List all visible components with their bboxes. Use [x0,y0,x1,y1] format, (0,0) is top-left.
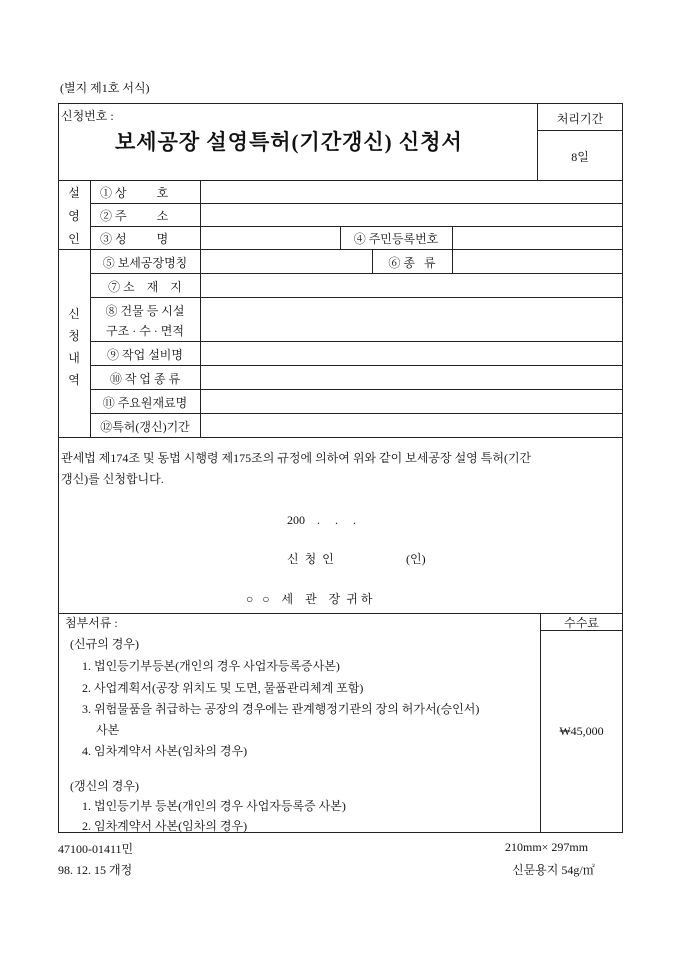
renewal-case-item: 1. 법인등기부 등본(개인의 경우 사업자등록증 사본) [82,799,346,813]
application-section-label: 청 [68,329,80,343]
new-case-label: (신규의 경우) [70,637,139,651]
divider [58,437,623,438]
type-field[interactable] [453,250,622,273]
attachments-label: 첨부서류 : [65,616,118,630]
applicant-section-label: 영 [68,209,80,223]
new-case-item: 사본 [96,723,120,737]
building-field[interactable] [201,298,622,341]
applicant-signature-label: 신 청 인 [287,552,334,566]
revision-date: 98. 12. 15 개정 [58,863,133,877]
application-section-label: 역 [68,373,80,387]
location-field[interactable] [201,274,622,297]
application-section-label: 내 [68,351,80,365]
fee-value: ₩45,000 [559,724,604,738]
equipment-field[interactable] [201,342,622,365]
applicant-section-label: 인 [68,232,80,246]
new-case-item: 1. 법인등기부등본(개인의 경우 사업자등록증사본) [82,659,340,673]
seal-label: (인) [406,552,426,566]
trade-name-field[interactable] [201,181,622,203]
new-case-item: 4. 임차계약서 사본(임차의 경우) [82,744,248,758]
address-field[interactable] [201,204,622,226]
period-label: ⑫특허(갱신)기간 [100,420,190,434]
building-label-line1: ⑧ 건물 등 시설 [105,304,185,318]
resident-number-field[interactable] [453,227,622,249]
equipment-label: ⑨ 작업 설비명 [107,348,183,362]
work-type-field[interactable] [201,366,622,389]
processing-period-label: 처리기간 [556,112,604,126]
form-label: (별지 제1호 서식) [60,81,150,95]
raw-materials-label: ⑪ 주요원재료명 [102,396,188,410]
fee-label: 수수료 [564,616,599,630]
processing-period-value: 8일 [571,150,589,164]
renewal-case-label: (갱신의 경우) [70,779,139,793]
applicant-section-label: 설 [68,186,80,200]
name-label: ③ 성 명 [100,232,169,246]
recipient-line: ○ ○ 세 관 장 귀 하 [246,592,373,606]
name-field[interactable] [201,227,340,249]
application-section-label: 신 [68,307,80,321]
paper-size: 210mm× 297mm [505,840,589,854]
statement-text-line1: 관세법 제174조 및 동법 시행령 제175조의 규정에 의하여 위와 같이 보세공장 설영 특허(기간 [61,451,532,465]
paper-type: 신문용지 54g/㎡ [512,863,595,877]
divider [58,613,623,614]
factory-name-label: ⑤ 보세공장명칭 [102,256,188,270]
work-type-label: ⑩ 작 업 종 류 [109,372,181,386]
new-case-item: 3. 위험물품을 취급하는 공장의 경우에는 관계행정기관의 장의 허가서(승인서) [82,702,480,716]
period-field[interactable] [201,414,622,437]
raw-materials-field[interactable] [201,390,622,413]
application-number-field[interactable] [130,105,530,123]
statement-text-line2: 갱신)를 신청합니다. [61,472,164,486]
factory-name-field[interactable] [201,250,372,273]
building-label-line2: 구조 · 수 · 면적 [106,324,184,338]
renewal-case-item: 2. 임차계약서 사본(임차의 경우) [82,819,248,833]
form-code: 47100-01411민 [58,842,134,856]
page-title: 보세공장 설영특허(기간갱신) 신청서 [115,130,463,154]
new-case-item: 2. 사업계획서(공장 위치도 및 도면, 물품관리체계 포함) [82,681,364,695]
application-number-label: 신청번호 : [61,109,114,123]
location-label: ⑦ 소 재 지 [108,280,182,294]
date-line: 200 . . . [287,513,356,527]
type-label: ⑥ 종 류 [388,256,436,270]
resident-number-label: ④ 주민등록번호 [353,232,439,246]
address-label: ② 주 소 [100,209,169,223]
divider [540,613,541,833]
trade-name-label: ① 상 호 [100,186,169,200]
divider [537,130,623,131]
